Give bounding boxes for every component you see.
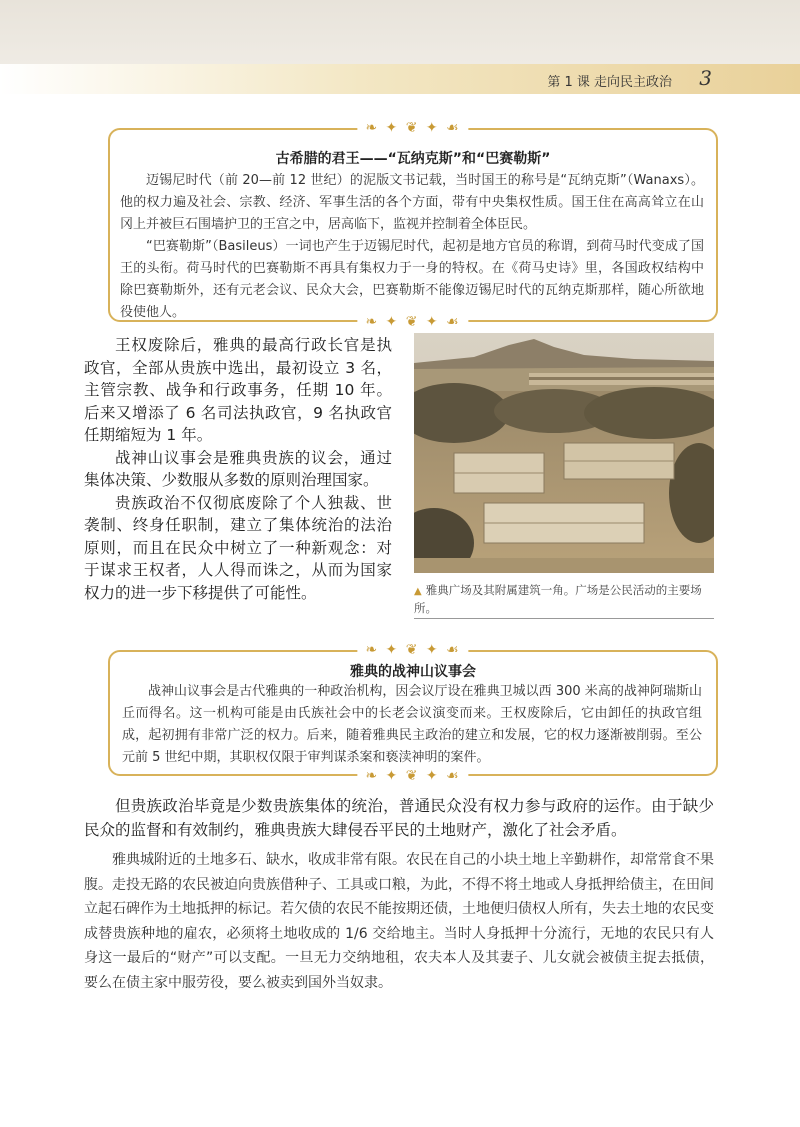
box-paragraph: 战神山议事会是古代雅典的一种政治机构，因会议厅设在雅典卫城以西 300 米高的战神阿瑞斯山丘而得名。这一机构可能是由氏族社会中的长老会议演变而来。王权废除后，它由卸任的执政官组成，起初拥有非常广泛的权力。后来，随着雅典民主政治的建立和发展，它的权力逐渐被削弱。至公元前 5 世纪中期，其职权仅限于审判谋杀案和亵渎神明的案件。 [122, 684, 702, 765]
body-paragraph: 贵族政治不仅彻底废除了个人独裁、世袭制、终身任职制，建立了集体统治的法治原则，而且在民众中树立了一种新观念：对于谋求王权者，人人得而诛之，从而为国家权力的进一步下移提供了可能性。 [84, 493, 392, 602]
box-body [120, 170, 704, 324]
figure-caption-text: 雅典广场及其附属建筑一角。广场是公民活动的主要场所。 [414, 583, 702, 615]
main-text-left [84, 334, 392, 604]
caption-divider [414, 618, 714, 619]
main-text-bottom-2 [84, 848, 714, 995]
box-body [122, 681, 702, 769]
body-paragraph: 雅典城附近的土地多石、缺水，收成非常有限。农民在自己的小块土地上辛勤耕作，却常常食不果腹。走投无路的农民被迫向贵族借种子、工具或口粮，为此，不得不将土地或人身抵押给债主，在田间立起石碑作为土地抵押的标记。若欠债的农民不能按期还债，土地便归债权人所有，失去土地的农民变成替贵族种地的雇农，必须将土地收成的 1/6 交给地主。当时人身抵押十分流行，无地的农民只有人身这一最后的“财产”可以支配。一旦无力交纳地租，农夫本人及其妻子、儿女就会被债主捉去抵债，要么在债主家中服劳役，要么被卖到国外当奴隶。 [84, 852, 714, 991]
triangle-marker-icon: ▲ [414, 586, 422, 597]
main-text-bottom [84, 794, 714, 842]
ornament-bottom-icon: ❧ ✦ ❦ ✦ ☙ [357, 314, 468, 330]
sidebar-box-kings [108, 120, 718, 330]
agora-photo [414, 333, 714, 573]
running-header-bar [0, 64, 800, 94]
box-paragraph: 迈锡尼时代（前 20—前 12 世纪）的泥版文书记载，当时国王的称号是“瓦纳克斯”（Wanaxs）。他的权力遍及社会、宗教、经济、军事生活的各个方面，带有中央集权性质。国王住在高高耸立在山冈上并被巨石围墙护卫的王宫之中，居高临下，监视并控制着全体臣民。 [120, 173, 704, 232]
ornament-top-icon: ❧ ✦ ❦ ✦ ☙ [357, 642, 468, 658]
agora-photo-illustration [414, 333, 714, 573]
top-band [0, 0, 800, 64]
page-number: 3 [699, 66, 712, 90]
body-paragraph: 战神山议事会是雅典贵族的议会，通过集体决策、少数服从多数的原则治理国家。 [84, 448, 392, 489]
body-paragraph: 王权废除后，雅典的最高行政长官是执政官，全部从贵族中选出，最初设立 3 名，主管宗教、战争和行政事务，任期 10 年。后来又增添了 6 名司法执政官，9 名执政官任期缩短为 1 年。 [84, 336, 392, 444]
ornament-bottom-icon: ❧ ✦ ❦ ✦ ☙ [357, 768, 468, 784]
running-header-lesson: 第 1 课 走向民主政治 [547, 75, 672, 90]
sidebar-box-areopagus [108, 642, 718, 784]
box-paragraph: “巴赛勒斯”（Basileus）一词也产生于迈锡尼时代，起初是地方官员的称谓，到荷马时代变成了国王的头衔。荷马时代的巴赛勒斯不再具有集权力于一身的特权。在《荷马史诗》里，各国政权结构中除巴赛勒斯外，还有元老会议、民众大会，巴赛勒斯不能像迈锡尼时代的瓦纳克斯那样，随心所欲地役使他人。 [120, 239, 704, 320]
box-title: 雅典的战神山议事会 [350, 664, 476, 680]
figure-caption [414, 582, 714, 617]
body-paragraph: 但贵族政治毕竟是少数贵族集体的统治，普通民众没有权力参与政府的运作。由于缺少民众的监督和有效制约，雅典贵族大肆侵吞平民的土地财产，激化了社会矛盾。 [84, 797, 714, 839]
box-title: 古希腊的君王——“瓦纳克斯”和“巴赛勒斯” [275, 151, 551, 167]
ornament-top-icon: ❧ ✦ ❦ ✦ ☙ [357, 120, 468, 136]
